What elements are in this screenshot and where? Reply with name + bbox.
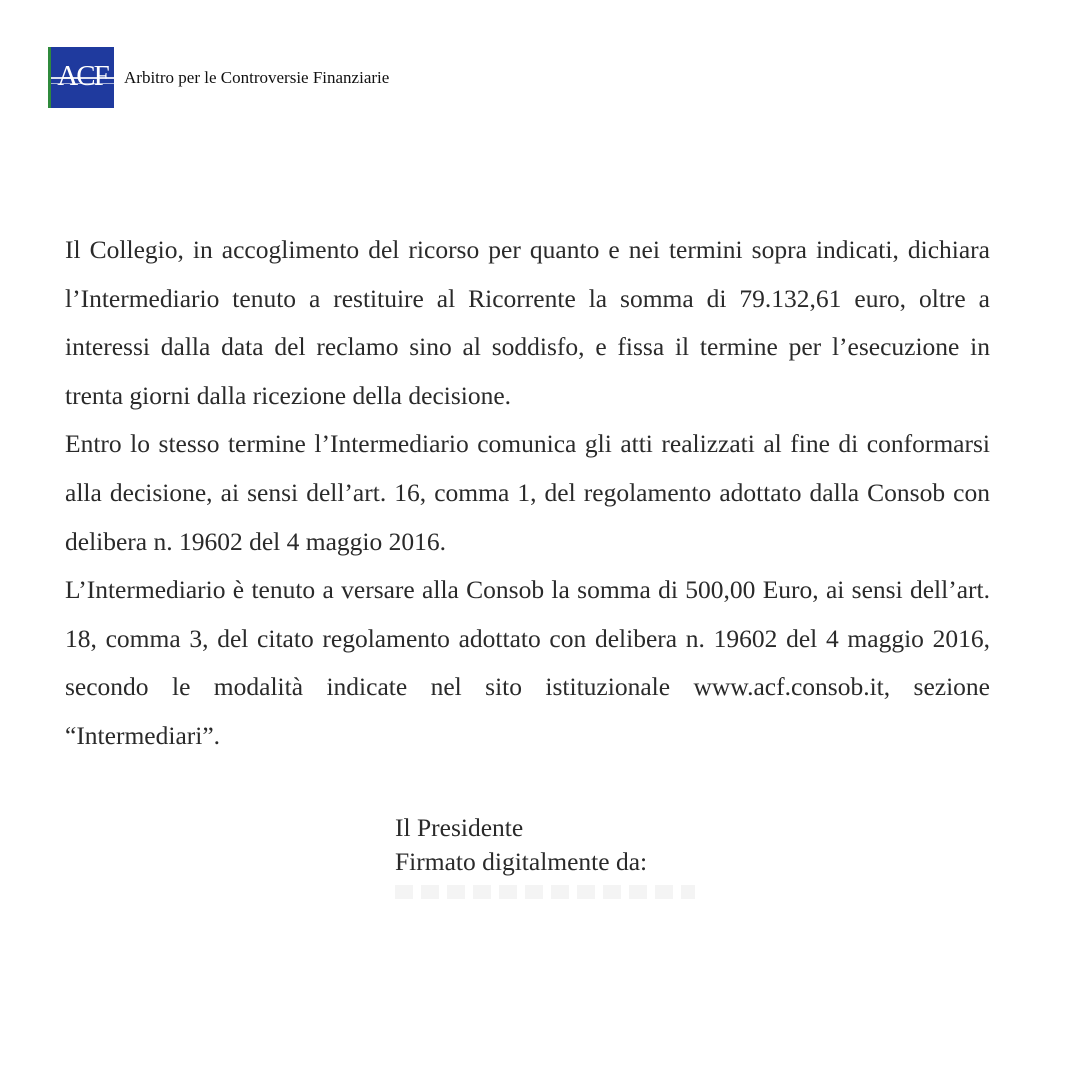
paragraph-decision: Il Collegio, in accoglimento del ricorso per quanto e nei termini sopra indicati, dichiara l’Intermediario tenuto a restituire al Ricorrente la somma di 79.132,61 euro, oltre a interessi dalla data del reclamo sino al soddisfo, e fissa il termine per l’esecuzione in trenta giorni dalla ricezione della decisione.	[65, 235, 990, 410]
redacted-signature	[395, 885, 695, 899]
paragraph-fee: L’Intermediario è tenuto a versare alla Consob la somma di 500,00 Euro, ai sensi dell’art. 18, comma 3, del citato regolamento adottato con delibera n. 19602 del 4 maggio 2016, secondo le modalità indicate nel sito istituzionale www.acf.consob.it, sezione “Intermediari”.	[65, 575, 990, 750]
signature-block	[395, 811, 695, 899]
logo-text: ACF	[57, 60, 108, 92]
signature-role: Il Presidente	[395, 813, 524, 842]
acf-logo	[48, 47, 114, 108]
paragraph-compliance: Entro lo stesso termine l’Intermediario comunica gli atti realizzati al fine di conformarsi alla decisione, ai sensi dell’art. 16, comma 1, del regolamento adottato dalla Consob con delibera n. 19602 del 4 maggio 2016.	[65, 429, 990, 556]
decision-body	[65, 226, 990, 761]
organization-name: Arbitro per le Controversie Finanziarie	[124, 67, 390, 87]
signature-label: Firmato digitalmente da:	[395, 847, 648, 876]
document-header	[48, 47, 389, 108]
